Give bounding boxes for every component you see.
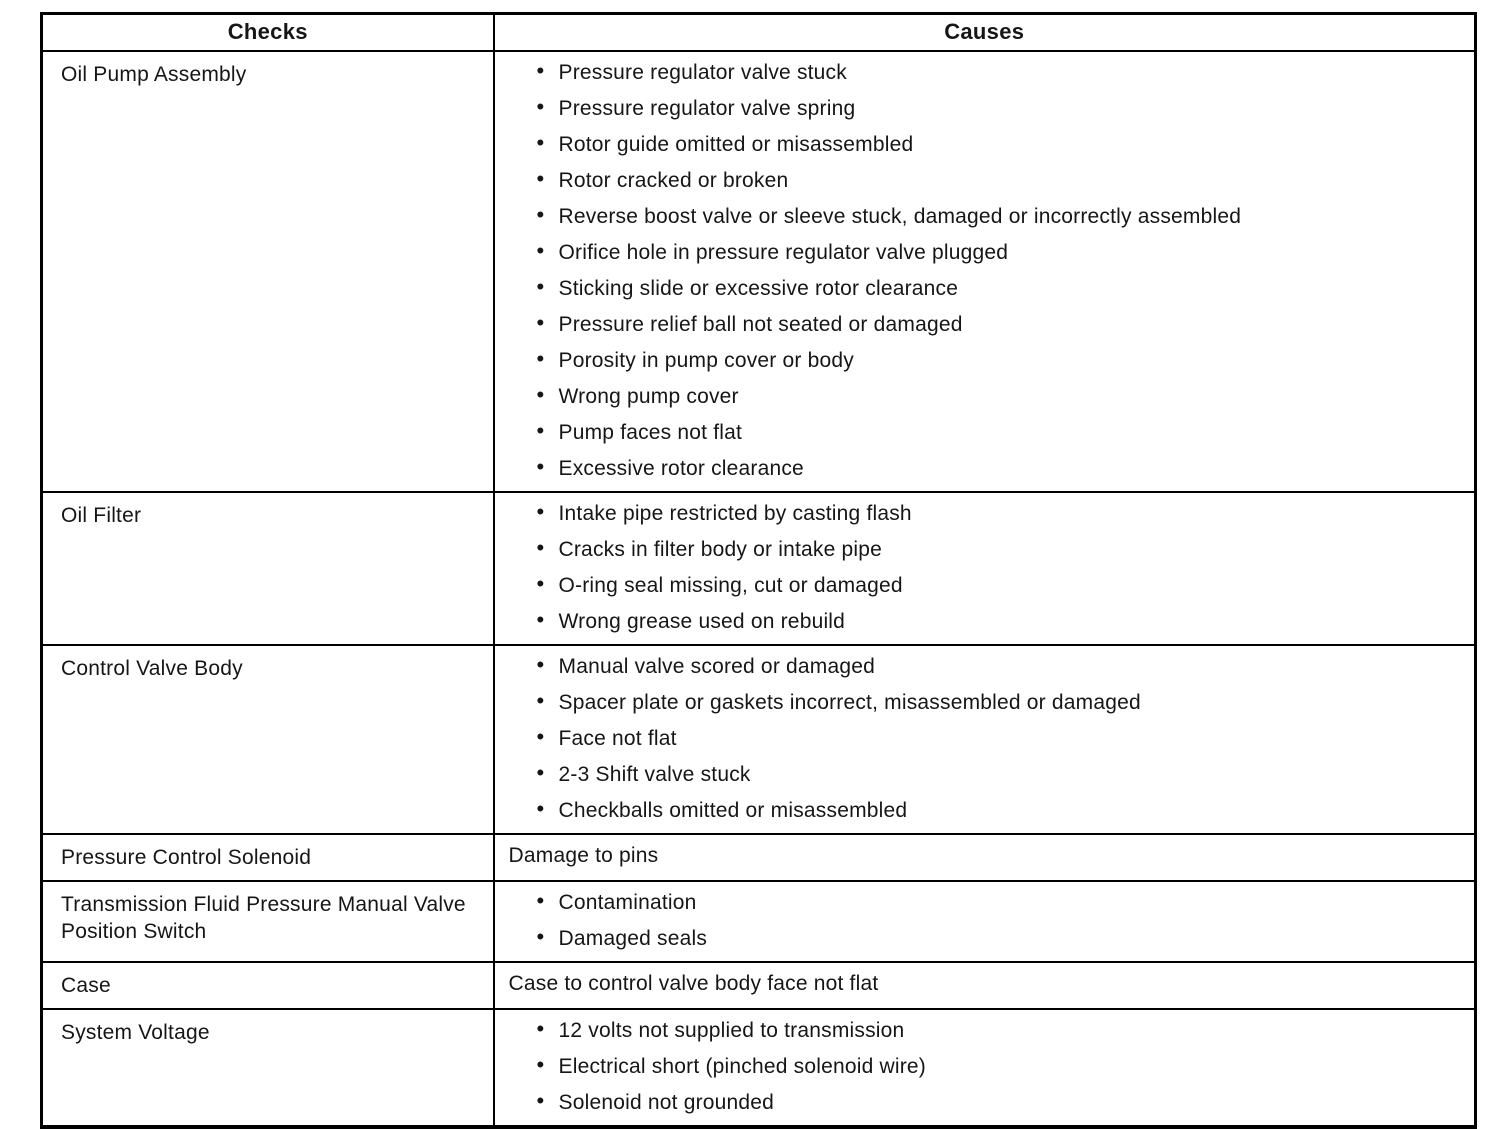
cause-list <box>507 496 1465 640</box>
checks-column-header: Checks <box>42 14 494 52</box>
causes-cell <box>494 1009 1476 1127</box>
table-row <box>42 834 1476 881</box>
cause-text: Damage to pins <box>508 844 659 867</box>
cause-list <box>507 1013 1465 1121</box>
table-row <box>42 645 1476 834</box>
table-row <box>42 51 1476 492</box>
cause-item: • 2-3 Shift valve stuck <box>507 757 1465 793</box>
cause-item: • 12 volts not supplied to transmission <box>507 1013 1465 1049</box>
check-cell: Case <box>42 962 494 1009</box>
cause-list <box>507 885 1465 957</box>
cause-item: • Rotor cracked or broken <box>507 163 1465 199</box>
cause-item: • Pressure regulator valve stuck <box>507 55 1465 91</box>
cause-item: • Contamination <box>507 885 1465 921</box>
cause-list <box>507 649 1465 829</box>
cause-item: • Cracks in filter body or intake pipe <box>507 532 1465 568</box>
check-cell: Oil Pump Assembly <box>42 51 494 492</box>
causes-cell <box>494 51 1476 492</box>
cause-item: • Reverse boost valve or sleeve stuck, damaged or incorrectly assembled <box>507 199 1465 235</box>
cause-item: • Face not flat <box>507 721 1465 757</box>
cause-item: • Rotor guide omitted or misassembled <box>507 127 1465 163</box>
causes-column-header: Causes <box>494 14 1476 52</box>
cause-item: • Damaged seals <box>507 921 1465 957</box>
table-row <box>42 1009 1476 1127</box>
cause-item: • Electrical short (pinched solenoid wire) <box>507 1049 1465 1085</box>
cause-item: • Pressure regulator valve spring <box>507 91 1465 127</box>
cause-item: • Sticking slide or excessive rotor clearance <box>507 271 1465 307</box>
check-cell: System Voltage <box>42 1009 494 1127</box>
cause-item: • Spacer plate or gaskets incorrect, misassembled or damaged <box>507 685 1465 721</box>
causes-cell <box>494 834 1476 881</box>
cause-item: • O-ring seal missing, cut or damaged <box>507 568 1465 604</box>
header-row <box>42 14 1476 52</box>
cause-item: • Pump faces not flat <box>507 415 1465 451</box>
cause-item: • Intake pipe restricted by casting flash <box>507 496 1465 532</box>
table-row <box>42 492 1476 645</box>
causes-cell <box>494 645 1476 834</box>
cause-item: • Excessive rotor clearance <box>507 451 1465 487</box>
check-cell: Oil Filter <box>42 492 494 645</box>
cause-item: • Manual valve scored or damaged <box>507 649 1465 685</box>
table-row <box>42 962 1476 1009</box>
check-cell: Control Valve Body <box>42 645 494 834</box>
checks-causes-table <box>40 12 1477 1129</box>
causes-cell <box>494 492 1476 645</box>
cause-text: Case to control valve body face not flat <box>508 972 879 995</box>
table-body <box>42 51 1476 1127</box>
causes-cell <box>494 881 1476 962</box>
check-cell: Pressure Control Solenoid <box>42 834 494 881</box>
table-row <box>42 881 1476 962</box>
cause-item: • Checkballs omitted or misassembled <box>507 793 1465 829</box>
cause-item: • Pressure relief ball not seated or damaged <box>507 307 1465 343</box>
cause-list <box>507 55 1465 487</box>
cause-item: • Solenoid not grounded <box>507 1085 1465 1121</box>
cause-item: • Wrong grease used on rebuild <box>507 604 1465 640</box>
check-cell: Transmission Fluid Pressure Manual Valve Position Switch <box>42 881 494 962</box>
cause-item: • Wrong pump cover <box>507 379 1465 415</box>
cause-item: • Porosity in pump cover or body <box>507 343 1465 379</box>
cause-item: • Orifice hole in pressure regulator valve plugged <box>507 235 1465 271</box>
causes-cell <box>494 962 1476 1009</box>
